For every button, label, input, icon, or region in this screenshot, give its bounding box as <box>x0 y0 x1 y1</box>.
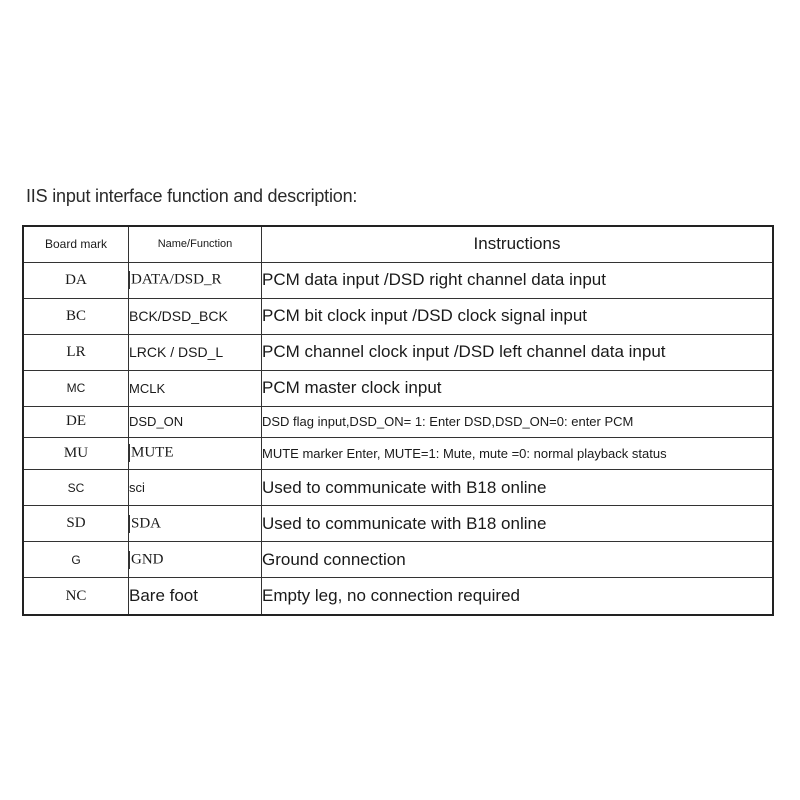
row-name-text: GND <box>131 551 164 568</box>
row-name <box>129 437 262 470</box>
table-row <box>23 262 773 298</box>
row-instructions: Empty leg, no connection required <box>262 578 774 615</box>
row-mark: NC <box>23 578 129 615</box>
row-instructions: PCM channel clock input /DSD left channel data input <box>262 334 774 370</box>
header-name-function: Name/Function <box>129 226 262 262</box>
row-mark: MC <box>23 370 129 406</box>
text-cursor-mark <box>129 551 130 569</box>
row-instructions: DSD flag input,DSD_ON= 1: Enter DSD,DSD_ON=0: enter PCM <box>262 406 774 437</box>
row-mark: LR <box>23 334 129 370</box>
table-row <box>23 298 773 334</box>
row-name: LRCK / DSD_L <box>129 334 262 370</box>
text-cursor-mark <box>129 515 130 533</box>
iis-interface-table <box>22 225 774 616</box>
row-mark: SC <box>23 470 129 506</box>
header-instructions: Instructions <box>262 226 774 262</box>
table-row <box>23 334 773 370</box>
row-mark: SD <box>23 506 129 542</box>
row-instructions: Ground connection <box>262 542 774 578</box>
row-mark: MU <box>23 437 129 470</box>
row-name: MCLK <box>129 370 262 406</box>
row-name: Bare foot <box>129 578 262 615</box>
text-cursor-mark <box>129 271 130 289</box>
row-instructions: PCM data input /DSD right channel data input <box>262 262 774 298</box>
table-title: IIS input interface function and description: <box>26 186 358 206</box>
row-instructions: MUTE marker Enter, MUTE=1: Mute, mute =0: normal playback status <box>262 437 774 470</box>
row-mark: G <box>23 542 129 578</box>
row-mark: DE <box>23 406 129 437</box>
row-mark: DA <box>23 262 129 298</box>
table-row <box>23 406 773 437</box>
row-name <box>129 506 262 542</box>
row-name-text: MUTE <box>131 444 174 461</box>
row-name <box>129 542 262 578</box>
text-cursor-mark <box>129 444 130 462</box>
row-instructions: Used to communicate with B18 online <box>262 470 774 506</box>
header-board-mark: Board mark <box>23 226 129 262</box>
row-instructions: PCM master clock input <box>262 370 774 406</box>
table-row <box>23 470 773 506</box>
row-name-text: DATA/DSD_R <box>131 271 222 288</box>
row-name-text: SDA <box>131 515 162 532</box>
row-mark: BC <box>23 298 129 334</box>
table-row <box>23 506 773 542</box>
row-name: DSD_ON <box>129 406 262 437</box>
row-name: sci <box>129 470 262 506</box>
row-name <box>129 262 262 298</box>
table-header-row <box>23 226 773 262</box>
row-instructions: PCM bit clock input /DSD clock signal input <box>262 298 774 334</box>
table-row <box>23 542 773 578</box>
table-row <box>23 370 773 406</box>
table-row <box>23 437 773 470</box>
row-instructions: Used to communicate with B18 online <box>262 506 774 542</box>
table-row <box>23 578 773 615</box>
row-name: BCK/DSD_BCK <box>129 298 262 334</box>
